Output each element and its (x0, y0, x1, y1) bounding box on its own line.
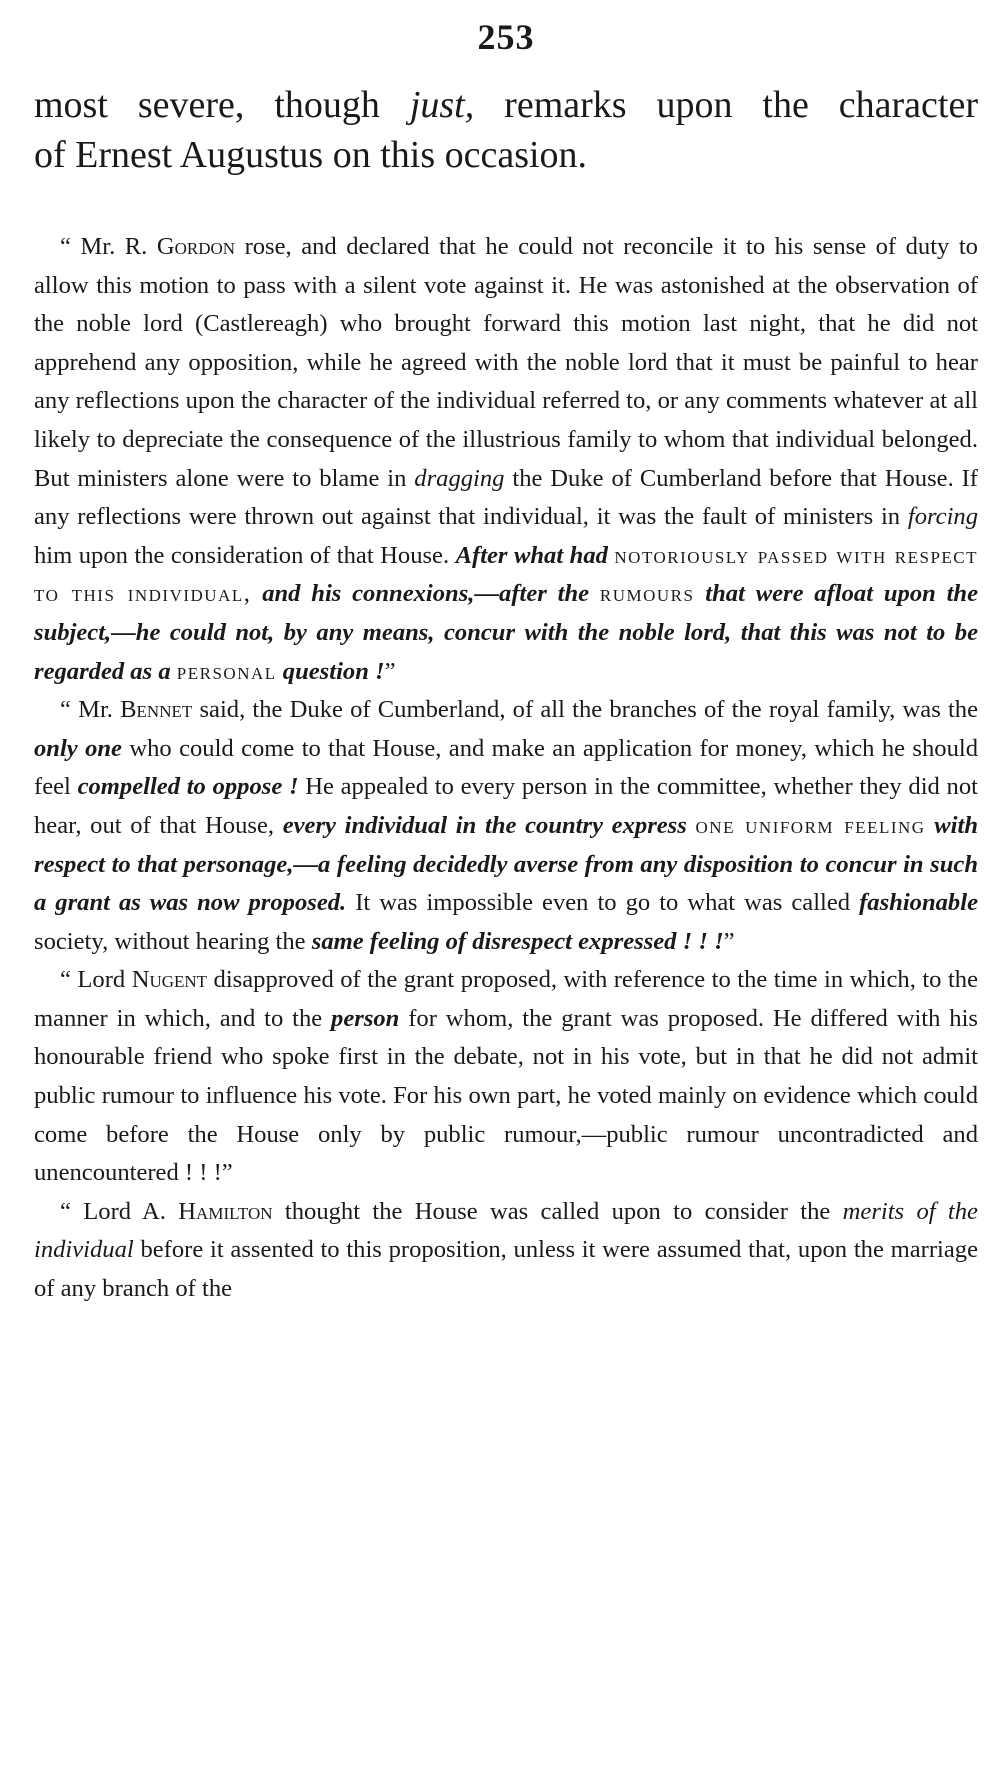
bennet-paragraph: “ Mr. Bennet said, the Duke of Cumberland, of all the branches of the royal family, was the only one who could come to that House, and make an application for money, which he should feel compelled to oppose ! He appealed to every person in the committee, whether they did not hear, out of that House, every individual in the country express one uniform feeling with respect to that personage,—a feeling decidedly averse from any disposition to concur in such a grant as was now proposed. It was impossible even to go to what was called fashionable society, without hearing the same feeling of disrespect expressed ! ! !” (34, 696, 979, 955)
intro-line-1: most severe, though just, remarks upon the character (34, 84, 978, 126)
speaker-nugent: Nugent (131, 966, 208, 994)
nugent-paragraph: “ Lord Nugent disapproved of the grant proposed, with reference to the time in which, to the manner in which, and to the person for whom, the grant was proposed. He differed with his honourable friend who spoke first in the debate, not in his vote, but in that he did not admit public rumour to influence his vote. For his own part, he voted mainly on evidence which could come before the House only by public rumour,—public rumour uncontradicted and unencountered ! ! !” (34, 966, 978, 1187)
speaker-gordon: Gordon (156, 233, 236, 260)
book-page (34, 16, 978, 1309)
speaker-bennet: Bennet (120, 696, 193, 724)
intro-paragraph (34, 80, 978, 180)
gordon-paragraph: “ Mr. R. Gordon rose, and declared that he could not reconcile it to his sense of duty to allow this motion to pass with a silent vote against it. He was astonished at the observation of the noble lord (Castlereagh) who brought forward this motion last night, that he did not apprehend any opposition, while he agreed with the noble lord that it must be painful to hear any reflections upon the character of the individual referred to, or any comments whatever at all likely to depreciate the consequence of the illustrious family to whom that individual belonged. But ministers alone were to blame in dragging the Duke of Cumberland before that House. If any reflections were thrown out against that individual, it was the fault of ministers in forcing him upon the consideration of that House. After what had notoriously passed with respect to this individual, and his connexions,—after the rumours that were afloat upon the subject,—he could not, by any means, concur with the noble lord, that this was not to be regarded as a personal question !” (34, 233, 979, 685)
page-number: 253 (477, 17, 535, 57)
intro-line-2: of Ernest Augustus on this occasion. (34, 134, 588, 176)
hamilton-paragraph: “ Lord A. Hamilton thought the House was called upon to consider the merits of the individual before it assented to this proposition, unless it were assumed that, upon the marriage of any branch of the (34, 1197, 978, 1303)
speaker-hamilton: Hamilton (178, 1197, 273, 1225)
